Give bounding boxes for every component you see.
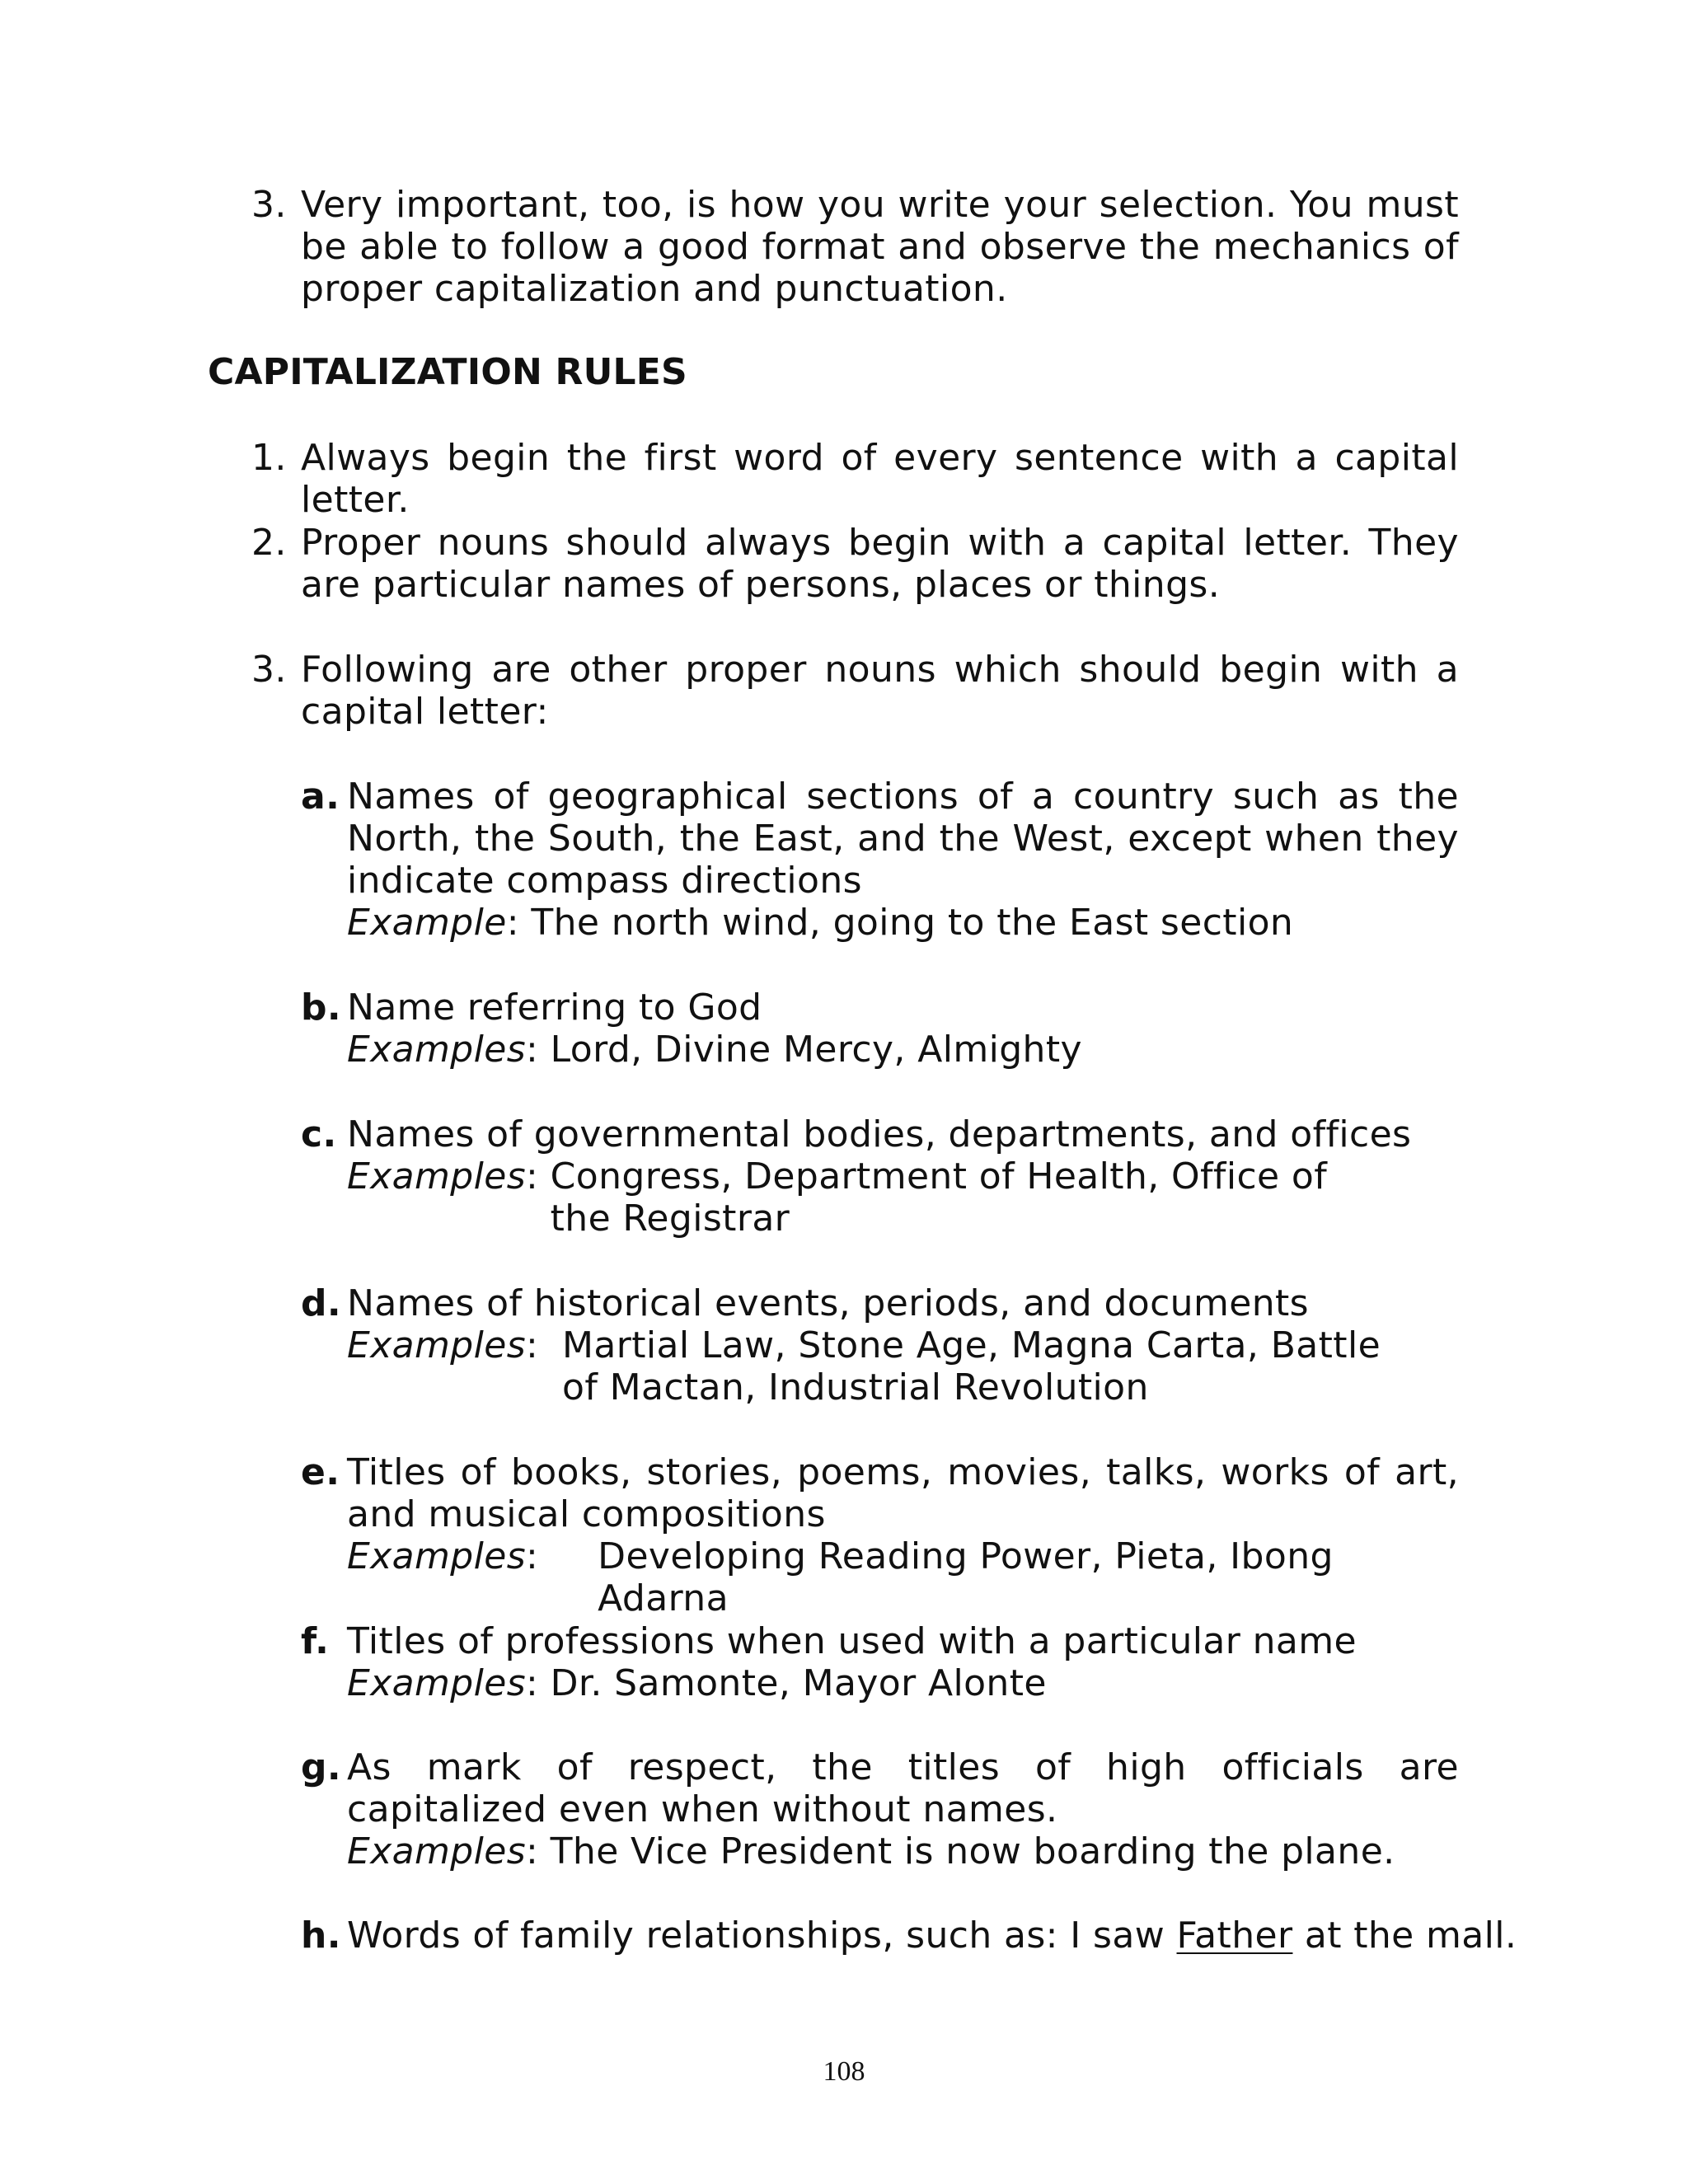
- subrule-b: [301, 987, 1459, 1071]
- example-separator: :: [526, 1324, 563, 1366]
- example-line: [347, 1324, 1459, 1408]
- subrule-text: Names of geographical sections of a country such as the North, the South, the East, and the West, except when they indicate compass directions: [347, 776, 1459, 902]
- example-text: Congress, Department of Health, Office of the Registrar: [550, 1155, 1328, 1240]
- intro-number: 3.: [251, 184, 287, 226]
- subrule-text-end: at the mall.: [1292, 1915, 1517, 1957]
- page-number: 108: [823, 2056, 865, 2087]
- subrule-letter: h.: [301, 1915, 341, 1957]
- example-text: Developing Reading Power, Pieta, Ibong Adarna: [598, 1535, 1334, 1619]
- rule-number: 3.: [251, 649, 287, 691]
- subrule-letter: c.: [301, 1113, 337, 1155]
- subrule-body: [347, 1746, 1459, 1872]
- subrule-c: [301, 1113, 1459, 1240]
- subrule-body: [347, 1620, 1459, 1704]
- example-line: [347, 1029, 1459, 1071]
- subrule-letter: e.: [301, 1451, 340, 1493]
- subrule-body: [347, 1451, 1459, 1619]
- example-line: [347, 1155, 1459, 1240]
- example-line: [347, 1830, 1459, 1872]
- subrule-text: Titles of books, stories, poems, movies, talks, works of art, and musical compositions: [347, 1451, 1459, 1535]
- example-line: [347, 902, 1459, 944]
- subrule-h: [301, 1915, 1517, 1957]
- subrule-text: Titles of professions when used with a particular name: [347, 1620, 1357, 1662]
- example-text: Martial Law, Stone Age, Magna Carta, Battle of Mactan, Industrial Revolution: [562, 1324, 1381, 1408]
- rule-text: Following are other proper nouns which should begin with a capital letter:: [301, 649, 1459, 733]
- intro-text: Very important, too, is how you write your selection. You must be able to follow a good format and observe the mechanics of proper capitalization and punctuation.: [301, 184, 1459, 310]
- subrule-letter: d.: [301, 1282, 342, 1324]
- subrule-f: [301, 1620, 1459, 1704]
- example-separator: :: [526, 1029, 551, 1071]
- rule-text: Proper nouns should always begin with a capital letter. They are particular names of persons, places or things.: [301, 522, 1459, 606]
- example-label: Examples: [347, 1029, 527, 1071]
- rule-item-1: [251, 437, 1459, 521]
- subrule-letter: b.: [301, 987, 342, 1029]
- rule-item-3: [251, 649, 1459, 733]
- rule-text: Always begin the first word of every sentence with a capital letter.: [301, 437, 1459, 521]
- subrule-letter: f.: [301, 1620, 330, 1662]
- subrule-e: [301, 1451, 1459, 1619]
- rule-number: 1.: [251, 437, 287, 479]
- intro-item: [251, 184, 1459, 310]
- example-separator: :: [506, 902, 532, 944]
- subrule-body: [347, 776, 1459, 944]
- example-separator: :: [526, 1662, 551, 1704]
- example-label: Examples: [347, 1830, 527, 1872]
- subrule-body: [347, 987, 1459, 1071]
- example-text: The Vice President is now boarding the plane.: [550, 1830, 1395, 1872]
- example-separator: :: [526, 1155, 551, 1197]
- subrule-letter: g.: [301, 1746, 342, 1788]
- rule-number: 2.: [251, 522, 287, 564]
- subrule-text: Names of historical events, periods, and documents: [347, 1282, 1309, 1324]
- subrule-body: [347, 1915, 1517, 1957]
- example-label: Examples: [347, 1662, 527, 1704]
- example-label: Examples: [347, 1535, 527, 1577]
- subrule-text: Names of governmental bodies, departments, and offices: [347, 1113, 1412, 1155]
- example-label: Examples: [347, 1155, 527, 1197]
- example-text: Lord, Divine Mercy, Almighty: [550, 1029, 1082, 1071]
- subrule-d: [301, 1282, 1459, 1408]
- subrule-text: Name referring to God: [347, 987, 762, 1029]
- rule-item-2: [251, 522, 1459, 606]
- example-separator: :: [526, 1535, 598, 1577]
- subrule-text: Words of family relationships, such as: I saw: [347, 1915, 1177, 1957]
- example-line: [347, 1535, 1459, 1619]
- subrule-text: As mark of respect, the titles of high officials are capitalized even when without names.: [347, 1746, 1459, 1830]
- subrule-letter: a.: [301, 776, 340, 818]
- example-label: Example: [347, 902, 507, 944]
- subrule-body: [347, 1282, 1459, 1408]
- example-separator: :: [526, 1830, 551, 1872]
- example-line: [347, 1662, 1459, 1704]
- example-text: The north wind, going to the East section: [531, 902, 1294, 944]
- underlined-word: Father: [1176, 1915, 1293, 1957]
- example-label: Examples: [347, 1324, 527, 1366]
- subrule-g: [301, 1746, 1459, 1872]
- subrule-body: [347, 1113, 1459, 1240]
- section-heading: CAPITALIZATION RULES: [208, 351, 687, 393]
- subrule-a: [301, 776, 1459, 944]
- example-text: Dr. Samonte, Mayor Alonte: [550, 1662, 1047, 1704]
